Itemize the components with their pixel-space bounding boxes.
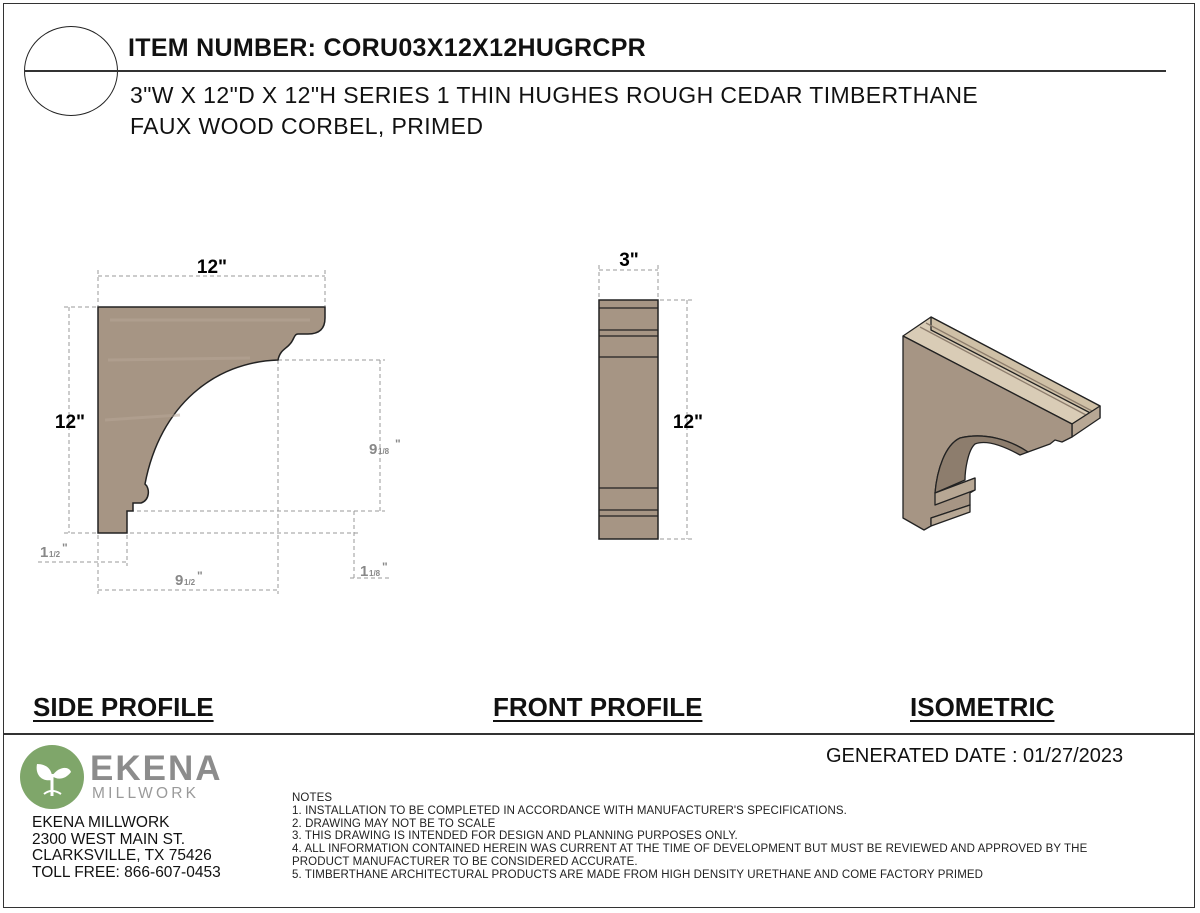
svg-text:1/2: 1/2 [184,578,196,587]
phone-number: TOLL FREE: 866-607-0453 [32,863,221,881]
front-dim-top: 3" [619,250,639,271]
description-line-1: 3"W X 12"D X 12"H SERIES 1 THIN HUGHES ROUGH CEDAR TIMBERTHANE [130,82,979,108]
note-item: 5. TIMBERTHANE ARCHITECTURAL PRODUCTS ARE MADE FROM HIGH DENSITY URETHANE AND COME FACTORY PRIMED [292,868,984,881]
item-number: ITEM NUMBER: CORU03X12X12HUGRCPR [128,34,647,62]
svg-text:9: 9 [369,441,378,458]
svg-text:1/8: 1/8 [369,569,381,578]
footer-rule [3,733,1195,735]
note-item: PRODUCT MANUFACTURER TO BE CONSIDERED ACCURATE. [292,855,638,868]
note-item: 4. ALL INFORMATION CONTAINED HEREIN WAS CURRENT AT THE TIME OF DEVELOPMENT BUT MUST BE REVIEWED AND APPROVED BY THE [292,843,1088,856]
side-dim-bottom-left [40,541,68,561]
leaf-logo-icon [19,744,85,810]
company-name: EKENA MILLWORK [32,814,170,831]
logo-name: EKENA [90,749,223,788]
logo-subtitle: MILLWORK [92,785,200,802]
side-dim-left: 12" [54,412,86,433]
note-item: 3. THIS DRAWING IS INTENDED FOR DESIGN AND PLANNING PURPOSES ONLY. [292,830,738,843]
isometric-drawing [903,317,1100,530]
notes-title: NOTES [292,792,333,804]
side-dim-bottom-center [175,569,203,589]
side-dim-top: 12" [196,257,228,278]
side-dim-right [369,437,401,458]
notes-block [292,792,1087,882]
side-profile-title: SIDE PROFILE [33,692,214,722]
corbel-side-shape [98,307,325,533]
svg-text:": " [395,437,401,451]
svg-text:": " [62,541,68,555]
svg-text:1/8: 1/8 [378,447,390,456]
front-profile-drawing [599,250,703,539]
note-item: 1. INSTALLATION TO BE COMPLETED IN ACCORDANCE WITH MANUFACTURER'S SPECIFICATIONS. [292,804,847,817]
front-profile-title: FRONT PROFILE [493,692,703,722]
side-dim-bottom-right [360,560,388,580]
svg-text:1: 1 [360,563,369,580]
isometric-title: ISOMETRIC [910,692,1055,722]
svg-text:9: 9 [175,572,184,589]
description-line-2: FAUX WOOD CORBEL, PRIMED [130,113,484,139]
svg-text:1: 1 [40,544,49,561]
generated-date: GENERATED DATE : 01/27/2023 [826,745,1124,767]
svg-text:": " [197,569,203,583]
address-line-2: CLARKSVILLE, TX 75426 [32,847,212,864]
company-address [32,815,221,881]
side-profile-drawing [38,257,401,594]
svg-text:1/2: 1/2 [49,550,61,559]
note-item: 2. DRAWING MAY NOT BE TO SCALE [292,817,496,830]
address-line-1: 2300 WEST MAIN ST. [32,830,186,848]
svg-text:": " [382,560,388,574]
front-dim-right: 12" [672,412,704,433]
